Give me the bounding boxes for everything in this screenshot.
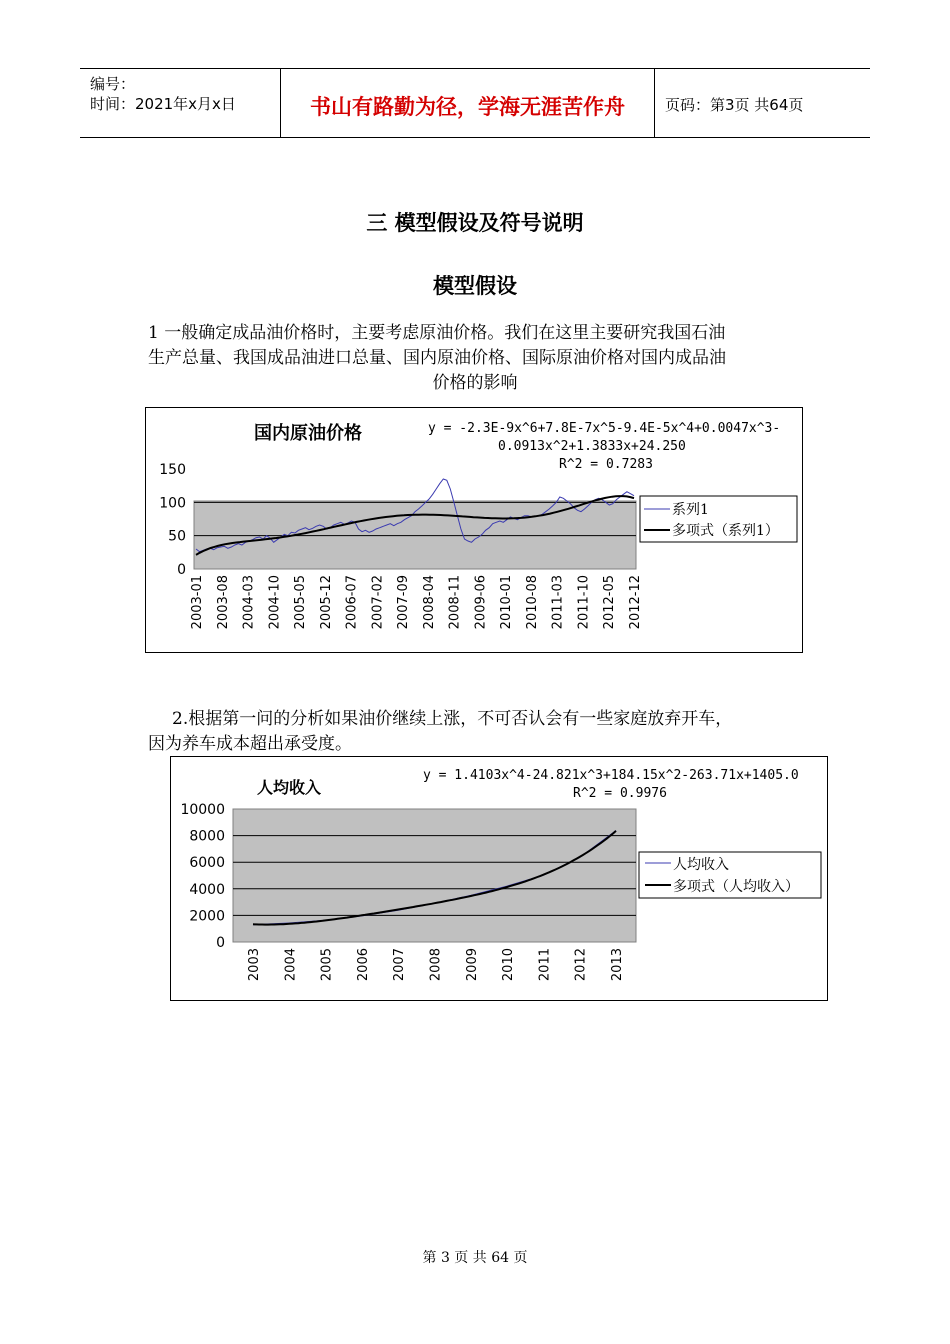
x-tick-label: 2010-01: [499, 575, 515, 630]
header-motto: 书山有路勤为径，学海无涯苦作舟: [310, 95, 625, 119]
x-tick-label: 2004-03: [241, 575, 257, 630]
x-tick-label: 2012: [573, 948, 589, 982]
paragraph-line: 2.根据第一问的分析如果油价继续上涨，不可否认会有一些家庭放弃开车，: [172, 709, 733, 729]
page-header: [80, 68, 870, 138]
x-tick-label: 2007-02: [370, 575, 386, 630]
paragraph-line: 价格的影响: [432, 373, 518, 393]
x-tick-label: 2009-06: [473, 575, 489, 630]
x-tick-label: 2010-08: [524, 575, 540, 630]
x-tick-label: 2007-09: [396, 575, 412, 630]
y-tick-label: 100: [159, 495, 186, 512]
doc-time-label: 时间：2021年x月x日: [90, 95, 236, 113]
paragraph-2: [148, 707, 848, 757]
plot-area: [233, 809, 636, 942]
chart-equation: 0.0913x^2+1.3833x+24.250: [498, 439, 686, 454]
header-divider: [654, 69, 655, 137]
paragraph-line: 1 一般确定成品油价格时，主要考虑原油价格。我们在这里主要研究我国石油: [148, 323, 726, 343]
chart-title: 人均收入: [257, 778, 322, 797]
chart-equation: y = -2.3E-9x^6+7.8E-7x^5-9.4E-5x^4+0.0047x^3-: [428, 421, 781, 436]
x-tick-label: 2003-08: [215, 575, 231, 630]
y-tick-label: 4000: [189, 881, 225, 898]
legend-entry: 系列1: [672, 502, 709, 518]
legend-entry: 多项式（人均收入）: [673, 879, 799, 895]
chart-title: 国内原油价格: [254, 423, 362, 444]
x-tick-label: 2011-03: [550, 575, 566, 630]
x-tick-label: 2004-10: [267, 575, 283, 630]
x-tick-label: 2007: [392, 948, 408, 982]
legend-entry: 人均收入: [673, 857, 729, 873]
x-tick-label: 2012-12: [628, 575, 643, 630]
doc-number-label: 编号：: [90, 75, 136, 93]
y-tick-label: 8000: [189, 828, 225, 845]
crude-oil-chart: [145, 407, 803, 653]
x-tick-label: 2003-01: [190, 575, 205, 630]
x-tick-label: 2003: [247, 948, 262, 982]
subsection-title: 模型假设: [433, 274, 517, 298]
chart-r-squared: R^2 = 0.7283: [559, 457, 653, 472]
y-tick-label: 0: [177, 562, 186, 578]
income-chart: [170, 756, 828, 1001]
x-tick-label: 2012-05: [602, 575, 618, 630]
x-tick-label: 2006: [355, 948, 371, 982]
x-tick-label: 2011: [537, 948, 553, 982]
x-tick-label: 2005: [319, 948, 335, 982]
paragraph-line: 因为养车成本超出承受度。: [148, 734, 352, 754]
x-tick-label: 2004: [283, 948, 299, 982]
header-page-info: 页码：第3页 共64页: [665, 96, 804, 114]
x-tick-label: 2013: [610, 948, 625, 982]
legend-entry: 多项式（系列1）: [672, 523, 779, 539]
y-tick-label: 0: [216, 935, 225, 951]
y-tick-label: 10000: [180, 802, 225, 818]
page-footer: 第 3 页 共 64 页: [422, 1250, 528, 1266]
income-chart-svg: [171, 757, 827, 1000]
crude-oil-chart-svg: [146, 408, 802, 652]
x-tick-label: 2008-11: [447, 575, 463, 630]
y-tick-label: 150: [159, 462, 186, 478]
x-tick-label: 2005-12: [318, 575, 334, 630]
x-tick-label: 2006-07: [344, 575, 360, 630]
x-tick-label: 2005-05: [293, 575, 309, 630]
y-tick-label: 6000: [189, 855, 225, 872]
paragraph-line: 生产总量、我国成品油进口总量、国内原油价格、国际原油价格对国内成品油: [148, 348, 726, 368]
chart-r-squared: R^2 = 0.9976: [573, 786, 667, 801]
x-tick-label: 2009: [464, 948, 480, 982]
x-tick-label: 2011-10: [576, 575, 592, 630]
x-tick-label: 2008-04: [421, 575, 437, 630]
y-tick-label: 50: [168, 528, 186, 545]
x-tick-label: 2010: [501, 948, 517, 982]
x-tick-label: 2008: [428, 948, 444, 982]
chart-equation: y = 1.4103x^4-24.821x^3+184.15x^2-263.71x+1405.0: [423, 768, 799, 783]
section-title: 三 模型假设及符号说明: [366, 211, 584, 235]
y-tick-label: 2000: [189, 908, 225, 925]
header-meta: [80, 69, 280, 137]
paragraph-1: [148, 321, 802, 396]
